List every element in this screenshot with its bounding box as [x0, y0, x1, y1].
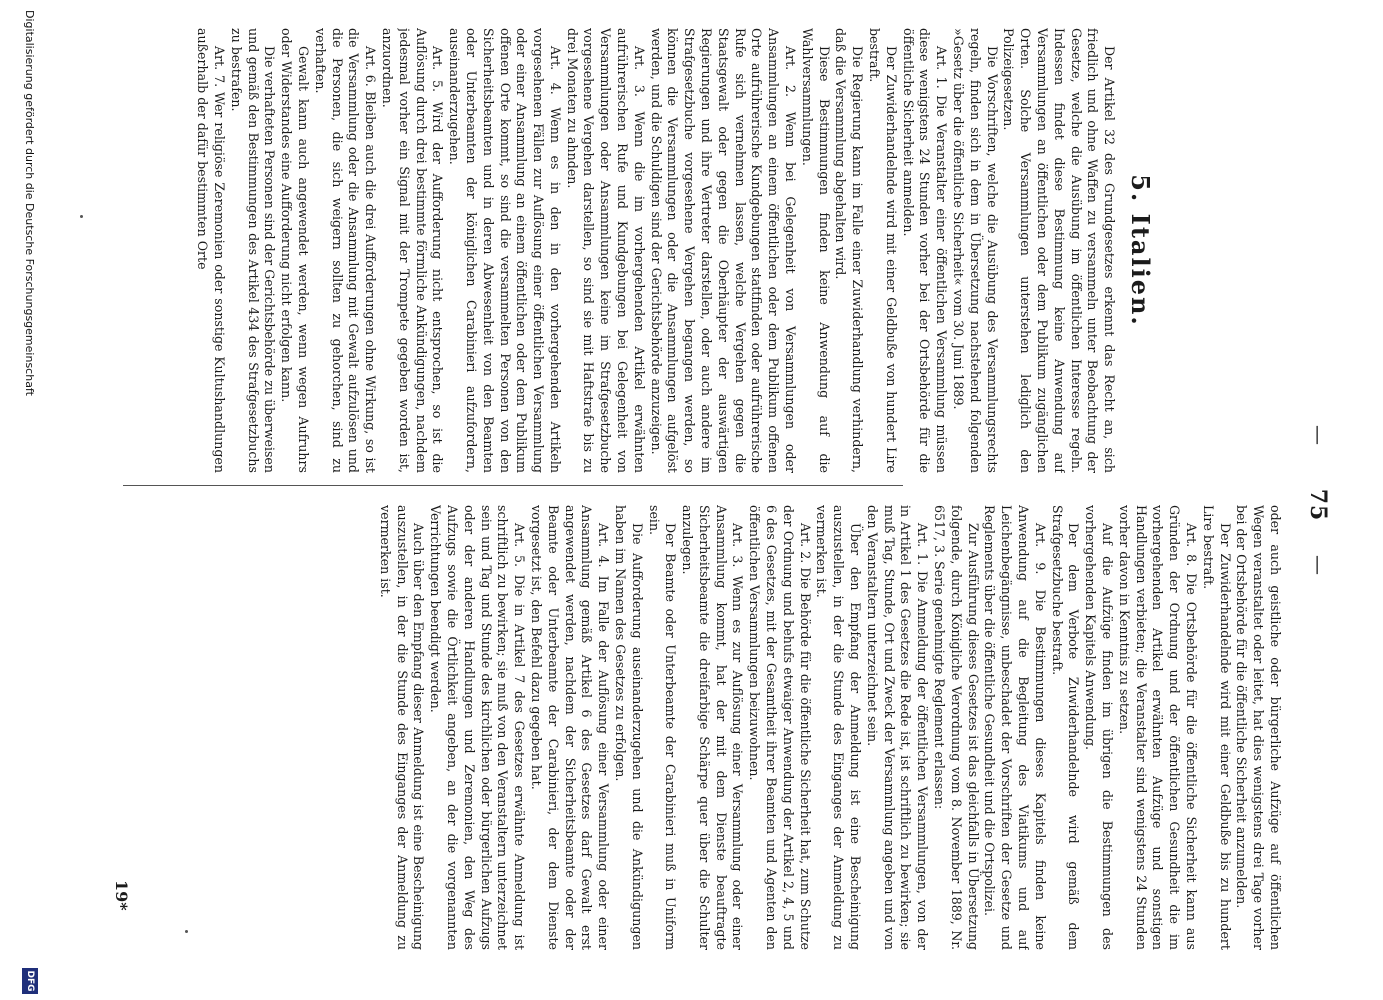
paragraph: Die Vorschriften, welche die Ausübung des Versammlungsrechts regeln, finden sich in dem in Übersetzung nachstehend folgenden »Gesetz über die öffentliche Sicherheit« vom 30. Juni 1889. [951, 28, 1000, 473]
paragraph: Der dem Verbote Zuwiderhandelnde wird gemäß dem Strafgesetzbuche bestraft. [1049, 505, 1082, 950]
header-dash-left: — [1307, 425, 1331, 445]
paragraph: Die verhafteten Personen sind der Gerichtsbehörde zu überweisen und gemäß den Bestimmungen des Artikel 434 des Strafgesetzbuchs zu bestrafen. [228, 28, 278, 473]
paragraph: Auch über den Empfang dieser Anmeldung ist eine Bescheinigung auszustellen, in der die Stunde des Einganges der Anmeldung zu vermerken ist. [377, 505, 427, 950]
page-number: 75 [1305, 488, 1331, 522]
article-4: Art. 4. Wenn es in den in den vorhergehenden Artikeln vorgesehenen Fällen zur Auflösung einer öffentlichen Versammlung oder einer Ansammlung an einem öffentlichen oder dem Publikum offenen Orte kommt, so sind die versammelten Personen von den Sicherheitsbeamten und in deren Abwesenheit von den Beamten oder Unterbeamten der königlichen Carabinieri aufzufordern, auseinanderzugehen. [447, 28, 563, 473]
dfg-logo: DFG [22, 968, 38, 994]
digitization-credit [18, 0, 38, 1000]
paragraph: Gewalt kann auch angewendet werden, wenn wegen Aufruhrs oder Widerstandes eine Aufforderung nicht erfolgen kann. [279, 28, 311, 473]
article-5: Art. 5. Wird der Aufforderung nicht entsprochen, so ist die Auflösung durch drei bestimmte förmliche Ankündigungen, nachdem jedesmal vorher ein Signal mit der Trompete gegeben worden ist, anzuordnen. [379, 28, 446, 473]
left-column [123, 28, 1283, 473]
article-6: Art. 6. Bleiben auch die drei Aufforderungen ohne Wirkung, so ist die Versammlung oder die Ansammlung mit Gewalt aufzulösen und die Personen, die sich weigern sollten zu gehorchen, sind zu verhaften. [312, 28, 379, 473]
section-title: 5. Italien. [1126, 174, 1155, 327]
header-dash-right: — [1307, 555, 1331, 575]
intro-paragraph: Der Artikel 32 des Grundgesetzes erkennt das Recht an, sich friedlich und ohne Waffen zu versammeln unter Beobachtung der Gesetze, welche die Ausübung im öffentlichen Interesse regeln. Indessen findet diese Bestimmung keine Anwendung auf Versammlungen an öffentlichen oder dem Publikum zugänglichen Orten. Solche Versammlungen unterstehen lediglich den Polizeigesetzen. [1001, 28, 1118, 473]
paragraph: Die Aufforderung auseinanderzugehen und die Ankündigungen haben im Namen des Gesetzes zu erfolgen. [612, 505, 645, 950]
reglement-article-1: Art. 1. Die Anmeldung der öffentlichen Versammlungen, von der in Artikel 1 des Gesetzes die Rede ist, ist schriftlich zu bewirken; sie muß Tag, Stunde, Ort und Zweck der Versammlung angeben und von den Veranstaltern unterzeichnet sein. [864, 505, 931, 950]
paragraph: Der Zuwiderhandelnde wird mit einer Geldbuße bis zu hundert Lire bestraft. [1200, 505, 1233, 950]
article-2: Art. 2. Wenn bei Gelegenheit von Versammlungen oder Ansammlungen an einem öffentlichen oder dem Publikum offenen Orte aufrührerische Kundgebungen stattfinden oder aufrührerische Rufe sich vernehmen lassen, welche Vergehen gegen die Staatsgewalt oder gegen die Oberhäupter der auswärtigen Regierungen und ihre Vertreter darstellen, oder auch andere im Strafgesetzbuche vorgesehene Vergehen begangen werden, so können die Versammlungen oder die Ansammlungen aufgelöst werden, und die Schuldigen sind der Gerichtsbehörde anzuzeigen. [648, 28, 799, 473]
paragraph: Der Zuwiderhandelnde wird mit einer Geldbuße von hundert Lire bestraft. [867, 28, 899, 473]
paragraph: Über den Empfang der Anmeldung ist eine Bescheinigung auszustellen, in der die Stunde des Einganges der Anmeldung zu vermerken ist. [814, 505, 864, 950]
article-1: Art. 1. Die Veranstalter einer öffentlichen Versammlung müssen diese wenigstens 24 Stunden vorher bei der Ortsbehörde für die öffentliche Sicherheit anmelden. [900, 28, 950, 473]
right-column [123, 505, 1283, 950]
page-header [1301, 0, 1331, 1000]
reglement-article-2: Art. 2. Die Behörde für die öffentliche Sicherheit hat, zum Schutze der Ordnung und behufs etwaiger Anwendung der Artikel 2, 4, 5 und 6 des Gesetzes, mit der Gesamtheit ihrer Beamten und Agenten den öffentlichen Versammlungen beizuwohnen. [747, 505, 813, 950]
signature-mark: 19* [112, 880, 131, 911]
reglement-article-4: Art. 4. Im Falle der Auflösung einer Versammlung oder einer Ansammlung gemäß Artikel 6 des Gesetzes darf Gewalt erst angewendet werden, nachdem der Sicherheitsbeamte oder der Beamte oder Unterbeamte der Carabinieri, der dem Dienste vorgesetzt ist, den Befehl dazu gegeben hat. [528, 505, 612, 950]
continued-paragraph: oder auch geistliche oder bürgerliche Aufzüge auf öffentlichen Wegen veranstaltet oder leitet, hat dies wenigstens drei Tage vorher bei der Ortsbehörde für die öffentliche Sicherheit anzumelden. [1234, 505, 1283, 950]
article-7: Art. 7. Wer religiöse Zeremonien oder sonstige Kultushandlungen außerhalb der dafür bestimmten Orte [195, 28, 227, 473]
paragraph: Diese Bestimmungen finden keine Anwendung auf die Wahlversammlungen. [799, 28, 832, 473]
credit-text: Digitalisierung gefördert durch die Deutsche Forschungsgemeinschaft [23, 10, 36, 396]
paragraph: Auf die Aufzüge finden im übrigen die Bestimmungen des vorhergehenden Kapitels Anwendung. [1083, 505, 1116, 950]
paragraph: Zur Ausführung dieses Gesetzes ist das gleichfalls in Übersetzung folgende, durch Königliche Verordnung vom 8. November 1889, Nr. 6517, 3. Serie genehmigte Reglement erlassen: [932, 505, 981, 950]
reglement-article-3: Art. 3. Wenn es zur Auflösung einer Versammlung oder einer Ansammlung kommt, hat der mit dem Dienste beauftragte Sicherheitsbeamte die dreifarbige Schärpe quer über die Schulter anzulegen. [680, 505, 746, 950]
scan-speck [80, 215, 83, 218]
paragraph: Der Beamte oder Unterbeamte der Carabinieri muß in Uniform sein. [646, 505, 679, 950]
article-8: Art. 8. Die Ortsbehörde für die öffentliche Sicherheit kann aus Gründen der Ordnung und der öffentlichen Gesundheit die im vorhergehenden Artikel erwähnten Aufzüge und sonstigen Handlungen verbieten; die Veranstalter sind wenigstens 24 Stunden vorher davon in Kenntnis zu setzen. [1116, 505, 1200, 950]
column-divider [123, 485, 903, 486]
scan-speck [185, 930, 188, 933]
article-3: Art. 3. Wenn die im vorhergehenden Artikel erwähnten aufrührerischen Rufe und Kundgebungen bei Gelegenheit von Versammlungen oder Ansammlungen keine im Strafgesetzbuche vorgesehene Vergehen darstellen, so sind sie mit Haftstrafe bis zu drei Monaten zu ahnden. [564, 28, 647, 473]
reglement-article-5: Art. 5. Die in Artikel 7 des Gesetzes erwähnte Anmeldung ist schriftlich zu bewirken; sie muß von den Veranstaltern unterzeichnet sein und Tag und Stunde des kirchlichen oder bürgerlichen Aufzugs oder der anderen Handlungen und Zeremonien, den Weg des Aufzugs sowie die Örtlichkeit angeben, an der die vorgenannten Verrichtungen beendigt werden. [428, 505, 528, 950]
paragraph: Die Regierung kann im Falle einer Zuwiderhandlung verhindern, daß die Versammlung abgehalten wird. [833, 28, 866, 473]
article-9: Art. 9. Die Bestimmungen dieses Kapitels finden keine Anwendung auf die Begleitung des Viatikums und auf Leichenbegängnisse, unbeschadet der Vorschriften der Gesetze und Reglements über die öffentliche Gesundheit und die Ortspolizei. [982, 505, 1048, 950]
